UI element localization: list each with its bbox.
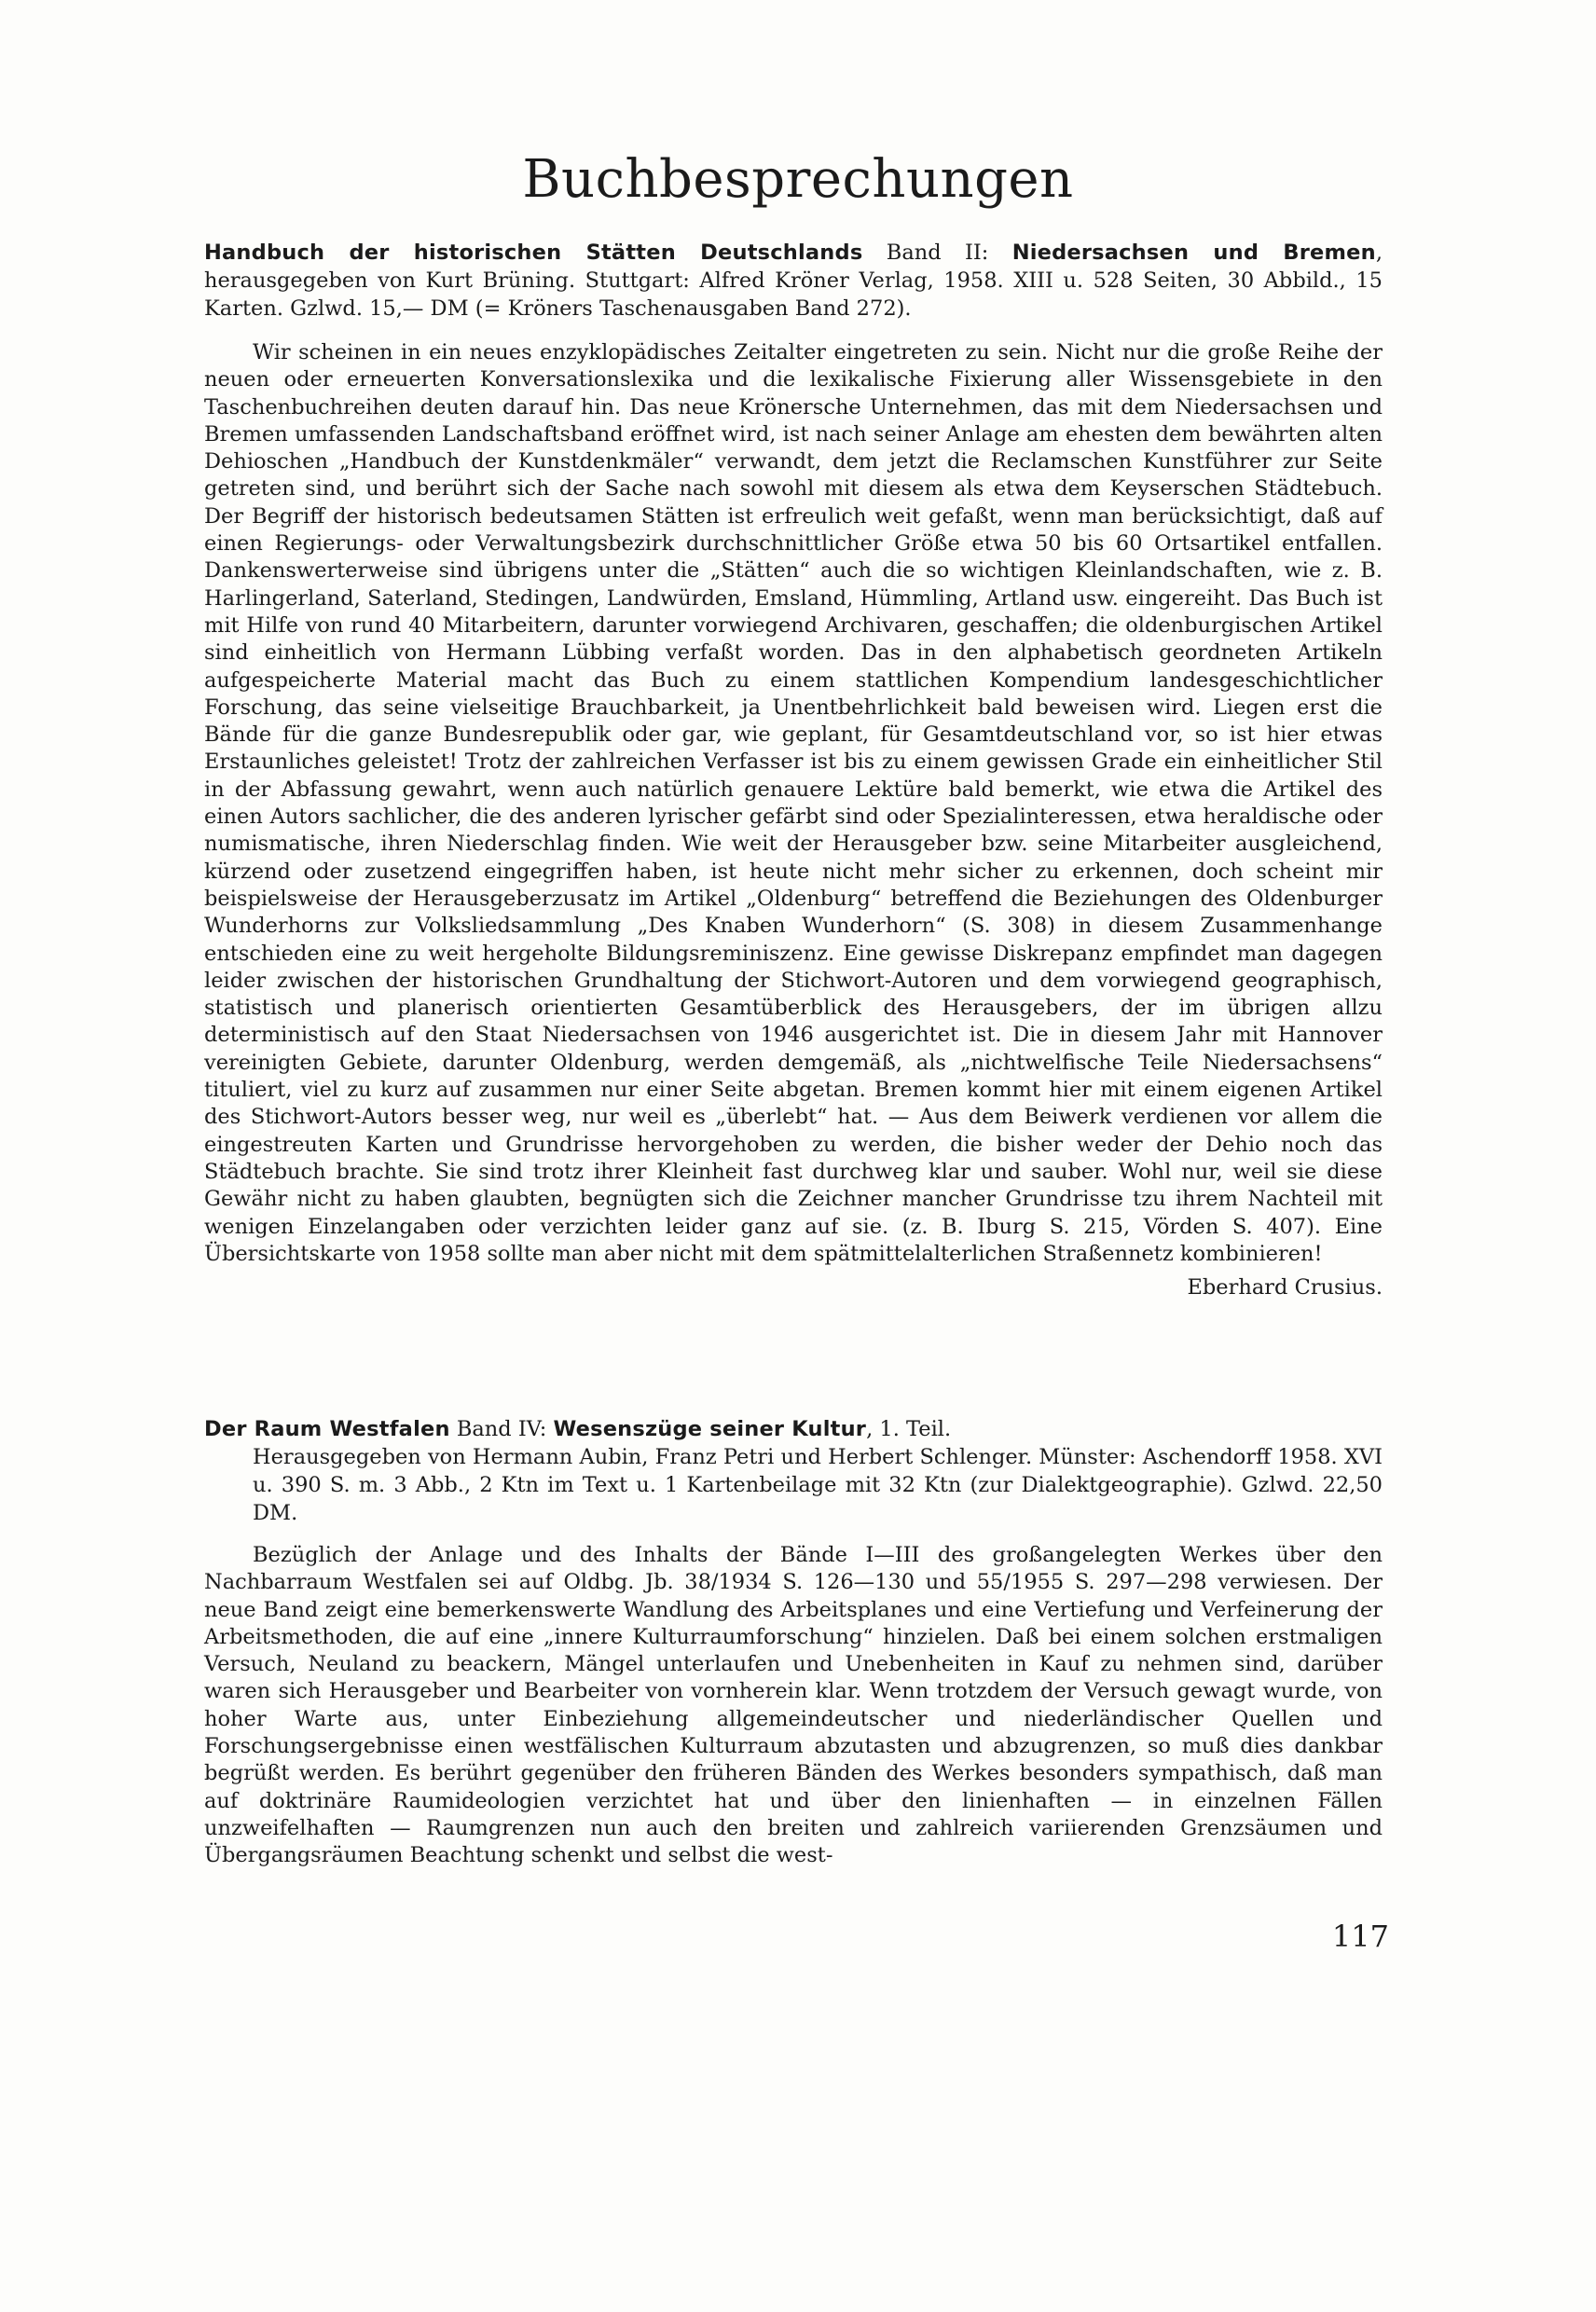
- review-2-subtitle: Wesenszüge seiner Kultur: [553, 1417, 867, 1441]
- page-title: Buchbesprechungen: [522, 149, 1074, 210]
- review-1-reviewer: Eberhard Crusius.: [1187, 1275, 1383, 1300]
- review-2-bibliography: Herausgegeben von Hermann Aubin, Franz Petri und Herbert Schlenger. Münster: Aschendorff 1958. XVI u. 390 S. m. 3 Abb., 2 Ktn im Text u. 1 Kartenbeilage mit 32 Ktn (zur Dialektgeographie). Gzlwd. 22,50 DM.: [253, 1445, 1383, 1525]
- review-1-bibliography: , herausgegeben von Kurt Brüning. Stuttgart: Alfred Kröner Verlag, 1958. XIII u. 528 Seiten, 30 Abbild., 15 Karten. Gzlwd. 15,— DM (= Kröners Taschenausgaben Band 272).: [204, 241, 1383, 321]
- review-1-body: Wir scheinen in ein neues enzyklopädisches Zeitalter eingetreten zu sein. Nicht nur die große Reihe der neuen oder erneuerten Konversationslexika und die lexikalische Fixierung aller Wissensgebiete in den Taschenbuchreihen deuten darauf hin. Das neue Krönersche Unternehmen, das mit dem Niedersachsen und Bremen umfassenden Landschaftsband eröffnet wird, ist nach seiner Anlage am ehesten dem bewährten alten Dehioschen „Handbuch der Kunstdenkmäler“ verwandt, dem jetzt die Reclamschen Kunstführer zur Seite getreten sind, und berührt sich der Sache nach sowohl mit diesem als etwa dem Keyserschen Städtebuch. Der Begriff der historisch bedeutsamen Stätten ist erfreulich weit gefaßt, wenn man berücksichtigt, daß auf einen Regierungs- oder Verwaltungsbezirk durchschnittlicher Größe etwa 50 bis 60 Ortsartikel entfallen. Dankenswerterweise sind übrigens unter die „Stätten“ auch die so wichtigen Kleinlandschaften, wie z. B. Harlingerland, Saterland, Stedingen, Landwürden, Emsland, Hümmling, Artland usw. eingereiht. Das Buch ist mit Hilfe von rund 40 Mitarbeitern, darunter vorwiegend Archivaren, geschaffen; die oldenburgischen Artikel sind einheitlich von Hermann Lübbing verfaßt worden. Das in den alphabetisch geordneten Artikeln aufgespeicherte Material macht das Buch zu einem stattlichen Kompendium landesgeschichtlicher Forschung, das seine vielseitige Brauchbarkeit, ja Unentbehrlichkeit bald beweisen wird. Liegen erst die Bände für die ganze Bundesrepublik oder gar, wie geplant, für Gesamtdeutschland vor, so ist hier etwas Erstaunliches geleistet! Trotz der zahlreichen Verfasser ist bis zu einem gewissen Grade ein einheitlicher Stil in der Abfassung gewahrt, wenn auch natürlich genauere Lektüre bald bemerkt, wie etwa die Artikel des einen Autors sachlicher, die des anderen lyrischer gefärbt sind oder Spezialinteressen, etwa heraldische oder numismatische, ihren Niederschlag finden. Wie weit der Herausgeber bzw. seine Mitarbeiter ausgleichend, kürzend oder zusetzend eingegriffen haben, ist heute nicht mehr sicher zu erkennen, doch scheint mir beispielsweise der Herausgeberzusatz im Artikel „Oldenburg“ betreffend die Beziehungen des Oldenburger Wunderhorns zur Volksliedsammlung „Des Knaben Wunderhorn“ (S. 308) in diesem Zusammenhange entschieden eine zu weit hergeholte Bildungsreminiszenz. Eine gewisse Diskrepanz empfindet man dagegen leider zwischen der historischen Grundhaltung der Stichwort-Autoren und dem vorwiegend geographisch, statistisch und planerisch orientierten Gesamtüberblick des Herausgebers, der im übrigen allzu deterministisch auf den Staat Niedersachsen von 1946 ausgerichtet ist. Die in diesem Jahr mit Hannover vereinigten Gebiete, darunter Oldenburg, werden demgemäß, als „nichtwelfische Teile Niedersachsens“ tituliert, viel zu kurz auf zusammen nur einer Seite abgetan. Bremen kommt hier mit einem eigenen Artikel des Stichwort-Autors besser weg, nur weil es „überlebt“ hat. — Aus dem Beiwerk verdienen vor allem die eingestreuten Karten und Grundrisse hervorgehoben zu werden, die bisher weder der Dehio noch das Städtebuch brachte. Sie sind trotz ihrer Kleinheit fast durchweg klar und sauber. Wohl nur, weil sie diese Gewähr nicht zu haben glaubten, begnügten sich die Zeichner mancher Grundrisse tzu ihrem Nachteil mit wenigen Einzelangaben oder verzichten leider ganz auf sie. (z. B. Iburg S. 215, Vörden S. 407). Eine Übersichtskarte von 1958 sollte man aber nicht mit dem spätmittelalterlichen Straßennetz kombinieren!: [204, 340, 1383, 1266]
- review-1-band: Band II:: [862, 241, 1012, 265]
- review-1-header: [204, 239, 1383, 323]
- review-2-part: , 1. Teil.: [866, 1417, 952, 1441]
- review-2: [204, 1415, 1383, 1870]
- review-2-book-title: Der Raum Westfalen: [204, 1417, 450, 1441]
- review-1: [204, 239, 1383, 1301]
- review-1-subtitle: Niedersachsen und Bremen: [1011, 241, 1376, 265]
- review-2-band: Band IV:: [449, 1417, 554, 1441]
- review-1-book-title: Handbuch der historischen Stätten Deutschlands: [204, 241, 863, 265]
- review-2-header: [204, 1415, 1383, 1527]
- review-2-body: Bezüglich der Anlage und des Inhalts der Bände I—III des großangelegten Werkes über den Nachbarraum Westfalen sei auf Oldbg. Jb. 38/1934 S. 126—130 und 55/1955 S. 297—298 verwiesen. Der neue Band zeigt eine bemerkenswerte Wandlung des Arbeitsplanes und eine Vertiefung und Verfeinerung der Arbeitsmethoden, die auf eine „innere Kulturraumforschung“ hinzielen. Daß bei einem solchen erstmaligen Versuch, Neuland zu beackern, Mängel unterlaufen und Unebenheiten in Kauf zu nehmen sind, darüber waren sich Herausgeber und Bearbeiter von vornherein klar. Wenn trotzdem der Versuch gewagt wurde, von hoher Warte aus, unter Einbeziehung allgemeindeutscher und niederländischer Quellen und Forschungsergebnisse einen westfälischen Kulturraum abzutasten und abzugrenzen, so muß dies dankbar begrüßt werden. Es berührt gegenüber den früheren Bänden des Werkes besonders sympathisch, daß man auf doktrinäre Raumideologien verzichtet hat und über den linienhaften — in einzelnen Fällen unzweifelhaften — Raumgrenzen nun auch den breiten und zahlreich variierenden Grenzsäumen und Übergangsräumen Beachtung schenkt und selbst die west-: [204, 1543, 1383, 1868]
- page-number: 117: [1331, 1919, 1389, 1954]
